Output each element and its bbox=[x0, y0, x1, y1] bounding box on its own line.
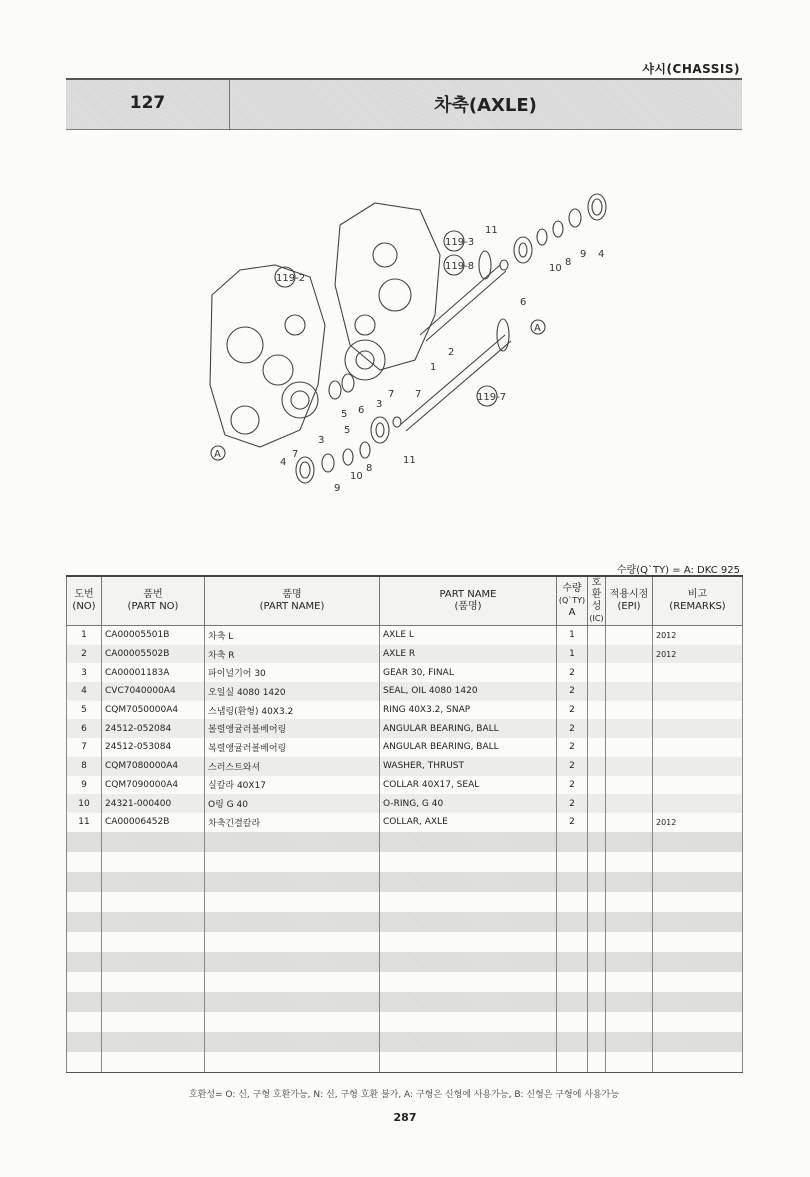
section-title: 샤시(CHASSIS) bbox=[642, 62, 740, 76]
cell-name-en: ANGULAR BEARING, BALL bbox=[380, 738, 557, 757]
cell-qty: 2 bbox=[557, 794, 588, 813]
cell-name-en: COLLAR, AXLE bbox=[380, 813, 557, 832]
table-row bbox=[67, 757, 743, 776]
cell-remarks bbox=[653, 757, 743, 776]
callout-label: 2 bbox=[448, 347, 455, 358]
page-group-number: 127 bbox=[129, 93, 166, 113]
cell-epi bbox=[606, 738, 653, 757]
cell-name-en: AXLE L bbox=[380, 626, 557, 645]
table-row bbox=[67, 663, 743, 682]
cell-remarks: 2012 bbox=[653, 813, 743, 832]
cell-name-en: WASHER, THRUST bbox=[380, 757, 557, 776]
callout-label: 119-8 bbox=[445, 261, 475, 272]
left-final-gear bbox=[282, 382, 318, 418]
cell-ic bbox=[588, 794, 606, 813]
callout-label: 4 bbox=[598, 249, 605, 260]
empty-row bbox=[67, 952, 743, 972]
callout-label: 7 bbox=[415, 389, 422, 400]
cell-name-ko: 실칼라 40X17 bbox=[205, 776, 380, 795]
cell-name-ko: 차축 L bbox=[205, 626, 380, 645]
cell-qty: 2 bbox=[557, 701, 588, 720]
cell-name-ko: 차축 R bbox=[205, 645, 380, 664]
cell-part-no: 24512-053084 bbox=[102, 738, 205, 757]
cell-name-ko: 차축긴결칼라 bbox=[205, 813, 380, 832]
cell-no: 7 bbox=[67, 738, 102, 757]
bearing-lower bbox=[371, 417, 389, 443]
table-row bbox=[67, 626, 743, 645]
callout-label: 3 bbox=[376, 399, 383, 410]
compatibility-legend: 호환성= O: 신, 구형 호환가능, N: 신, 구형 호환 불가, A: 구형은 신형에 사용가능, B: 신형은 구형에 사용가능 bbox=[188, 1090, 620, 1100]
cell-name-ko: 스러스트와셔 bbox=[205, 757, 380, 776]
empty-row bbox=[67, 992, 743, 1012]
cell-remarks bbox=[653, 738, 743, 757]
cell-qty: 1 bbox=[557, 645, 588, 664]
bearing-top bbox=[514, 237, 532, 263]
table-row bbox=[67, 813, 743, 832]
callout-label: 10 bbox=[350, 471, 363, 482]
table-row bbox=[67, 738, 743, 757]
callout-label: 6 bbox=[358, 405, 365, 416]
empty-row bbox=[67, 1032, 743, 1052]
cell-name-en: GEAR 30, FINAL bbox=[380, 663, 557, 682]
cell-name-en: RING 40X3.2, SNAP bbox=[380, 701, 557, 720]
cell-epi bbox=[606, 663, 653, 682]
cell-part-no: CVC7040000A4 bbox=[102, 682, 205, 701]
col-part-name-ko: 품명 (PART NAME) bbox=[205, 576, 380, 626]
cell-part-no: CQM7090000A4 bbox=[102, 776, 205, 795]
cell-no: 2 bbox=[67, 645, 102, 664]
col-epi: 적용시점 (EPI) bbox=[606, 576, 653, 626]
table-row bbox=[67, 682, 743, 701]
cell-epi bbox=[606, 757, 653, 776]
cell-epi bbox=[606, 701, 653, 720]
cell-remarks bbox=[653, 682, 743, 701]
cell-ic bbox=[588, 757, 606, 776]
cell-remarks bbox=[653, 701, 743, 720]
empty-row bbox=[67, 972, 743, 992]
cell-name-ko: 복렬앵귤러볼베어링 bbox=[205, 738, 380, 757]
callout-label: 5 bbox=[341, 409, 348, 420]
empty-row bbox=[67, 872, 743, 892]
cell-no: 3 bbox=[67, 663, 102, 682]
table-header-row bbox=[67, 576, 743, 626]
cell-qty: 2 bbox=[557, 757, 588, 776]
cell-part-no: CQM7050000A4 bbox=[102, 701, 205, 720]
empty-row bbox=[67, 1052, 743, 1073]
cell-part-no: CQM7080000A4 bbox=[102, 757, 205, 776]
cell-no: 9 bbox=[67, 776, 102, 795]
cell-name-en: AXLE R bbox=[380, 645, 557, 664]
callout-label: 11 bbox=[403, 455, 416, 466]
col-no: 도번 (NO) bbox=[67, 576, 102, 626]
callout-label: 11 bbox=[485, 225, 498, 236]
empty-row bbox=[67, 852, 743, 872]
cell-remarks bbox=[653, 663, 743, 682]
callout-label: 119-3 bbox=[445, 237, 475, 248]
callout-label: 9 bbox=[334, 483, 341, 494]
cell-ic bbox=[588, 719, 606, 738]
page-number: 287 bbox=[393, 1111, 417, 1124]
cell-epi bbox=[606, 719, 653, 738]
cell-part-no: 24321-000400 bbox=[102, 794, 205, 813]
cell-ic bbox=[588, 682, 606, 701]
table-row bbox=[67, 719, 743, 738]
table-row bbox=[67, 776, 743, 795]
callout-label: 6 bbox=[520, 297, 527, 308]
qty-note: 수량(Q`TY) = A: DKC 925 bbox=[616, 565, 740, 576]
cell-remarks bbox=[653, 776, 743, 795]
cell-no: 4 bbox=[67, 682, 102, 701]
cell-remarks bbox=[653, 719, 743, 738]
cell-qty: 2 bbox=[557, 719, 588, 738]
cell-qty: 2 bbox=[557, 738, 588, 757]
cell-part-no: 24512-052084 bbox=[102, 719, 205, 738]
cell-epi bbox=[606, 794, 653, 813]
callout-label: 5 bbox=[344, 425, 351, 436]
axle-shaft-lower bbox=[400, 335, 511, 431]
cell-name-en: COLLAR 40X17, SEAL bbox=[380, 776, 557, 795]
cell-name-ko: 오일실 4080 1420 bbox=[205, 682, 380, 701]
cell-ic bbox=[588, 813, 606, 832]
col-part-name-en: PART NAME (품명) bbox=[380, 576, 557, 626]
empty-row bbox=[67, 892, 743, 912]
cell-ic bbox=[588, 663, 606, 682]
cell-qty: 2 bbox=[557, 682, 588, 701]
cell-ic bbox=[588, 701, 606, 720]
callout-label: 119-2 bbox=[276, 273, 306, 284]
cell-ic bbox=[588, 776, 606, 795]
callout-label: 9 bbox=[580, 249, 587, 260]
right-gear-case bbox=[335, 203, 440, 370]
empty-row bbox=[67, 1012, 743, 1032]
exploded-parts-diagram bbox=[200, 185, 620, 505]
callout-label: A bbox=[214, 449, 221, 460]
cell-qty: 2 bbox=[557, 776, 588, 795]
callout-label: 4 bbox=[280, 457, 287, 468]
col-remarks: 비고 (REMARKS) bbox=[653, 576, 743, 626]
cell-no: 5 bbox=[67, 701, 102, 720]
empty-row bbox=[67, 912, 743, 932]
table-row bbox=[67, 645, 743, 664]
cell-ic bbox=[588, 626, 606, 645]
col-part-no: 품번 (PART NO) bbox=[102, 576, 205, 626]
cell-no: 11 bbox=[67, 813, 102, 832]
cell-part-no: CA00001183A bbox=[102, 663, 205, 682]
left-gear-case bbox=[210, 265, 325, 447]
cell-name-ko: 스냅링(환형) 40X3.2 bbox=[205, 701, 380, 720]
callout-label: 7 bbox=[292, 449, 299, 460]
callout-label: 7 bbox=[388, 389, 395, 400]
cell-qty: 2 bbox=[557, 813, 588, 832]
callout-label: 8 bbox=[565, 257, 572, 268]
callout-label: 1 bbox=[430, 362, 437, 373]
table-row bbox=[67, 794, 743, 813]
callout-label: 3 bbox=[318, 435, 325, 446]
cell-no: 1 bbox=[67, 626, 102, 645]
cell-part-no: CA00005501B bbox=[102, 626, 205, 645]
cell-name-en: ANGULAR BEARING, BALL bbox=[380, 719, 557, 738]
cell-ic bbox=[588, 738, 606, 757]
page-title: 차축(AXLE) bbox=[434, 95, 537, 116]
cell-qty: 2 bbox=[557, 663, 588, 682]
cell-qty: 1 bbox=[557, 626, 588, 645]
oil-seal-top bbox=[588, 194, 606, 220]
title-bar bbox=[66, 78, 742, 130]
cell-remarks bbox=[653, 794, 743, 813]
parts-table bbox=[66, 575, 743, 1073]
callout-label: A bbox=[534, 323, 541, 334]
cell-remarks: 2012 bbox=[653, 626, 743, 645]
cell-name-en: O-RING, G 40 bbox=[380, 794, 557, 813]
table-row bbox=[67, 701, 743, 720]
axle-shaft-upper bbox=[420, 265, 506, 341]
cell-no: 10 bbox=[67, 794, 102, 813]
cell-no: 6 bbox=[67, 719, 102, 738]
cell-remarks: 2012 bbox=[653, 645, 743, 664]
cell-name-ko: 파이널기어 30 bbox=[205, 663, 380, 682]
cell-name-ko: O링 G 40 bbox=[205, 794, 380, 813]
empty-row bbox=[67, 932, 743, 952]
callout-label: 10 bbox=[549, 263, 562, 274]
empty-row bbox=[67, 832, 743, 852]
cell-part-no: CA00005502B bbox=[102, 645, 205, 664]
cell-epi bbox=[606, 645, 653, 664]
callout-label: 119-7 bbox=[477, 392, 507, 403]
oil-seal-lower bbox=[296, 457, 314, 483]
right-final-gear bbox=[345, 340, 385, 380]
cell-epi bbox=[606, 776, 653, 795]
cell-name-en: SEAL, OIL 4080 1420 bbox=[380, 682, 557, 701]
cell-no: 8 bbox=[67, 757, 102, 776]
col-qty: 수량 (Q`TY) A bbox=[557, 576, 588, 626]
cell-epi bbox=[606, 682, 653, 701]
cell-part-no: CA00006452B bbox=[102, 813, 205, 832]
cell-epi bbox=[606, 626, 653, 645]
col-ic: 호환성 (IC) bbox=[588, 576, 606, 626]
cell-epi bbox=[606, 813, 653, 832]
cell-name-ko: 볼렬앵귤러볼베어링 bbox=[205, 719, 380, 738]
callout-label: 8 bbox=[366, 463, 373, 474]
cell-ic bbox=[588, 645, 606, 664]
